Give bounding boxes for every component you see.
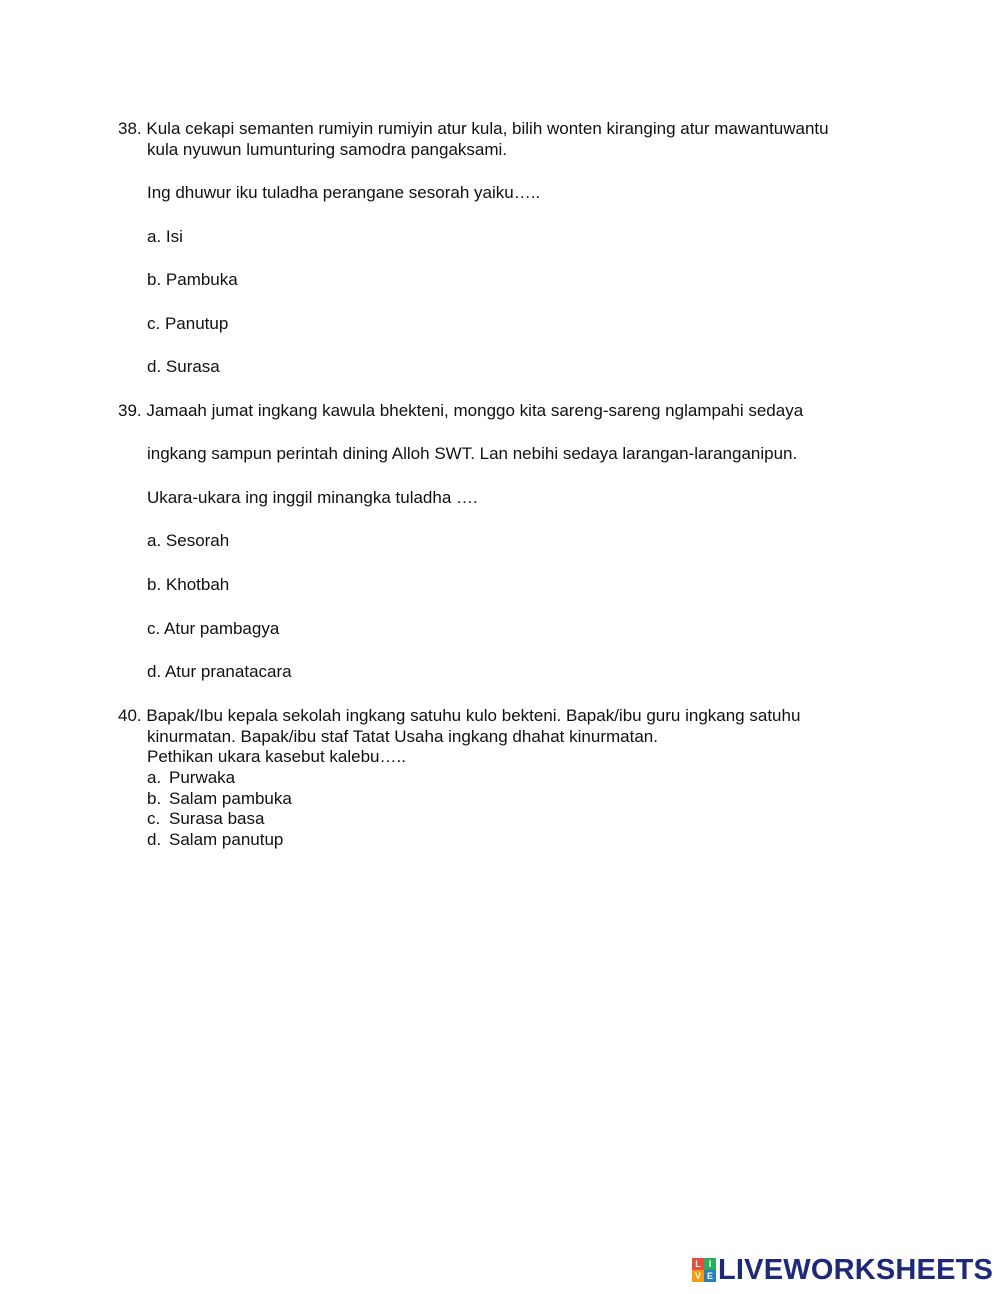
question-38-prompt: Ing dhuwur iku tuladha perangane sesorah yaiku….. [147,183,541,202]
option-label: Salam panutup [169,830,284,849]
question-number: 40. [118,706,142,725]
question-39-prompt: Ukara-ukara ing inggil minangka tuladha …. [147,488,478,507]
option-letter: a. [147,768,162,787]
logo-mark-letter: L [692,1258,704,1270]
question-38-option-a: a. Isi [147,227,183,246]
option-letter: c. [147,809,161,828]
question-text: Kula cekapi semanten rumiyin rumiyin atur kula, bilih wonten kiranging atur mawantuwantu [146,119,829,138]
question-39-option-b: b. Khotbah [147,575,230,594]
option-letter: d. [147,830,162,849]
question-40-option-d [147,830,283,850]
question-40-option-a [147,768,235,788]
question-39-option-d: d. Atur pranatacara [147,662,292,681]
question-39-option-a: a. Sesorah [147,531,230,550]
question-text: Jamaah jumat ingkang kawula bhekteni, monggo kita sareng-sareng nglampahi sedaya [146,401,804,420]
question-40-prompt: Pethikan ukara kasebut kalebu….. [147,747,406,766]
option-label: Purwaka [169,768,236,787]
question-38-option-c: c. Panutup [147,314,229,333]
question-39-line-2: ingkang sampun perintah dining Alloh SWT. Lan nebihi sedaya larangan-laranganipun. [147,444,798,463]
question-40-option-c [147,809,264,829]
option-label: Salam pambuka [169,789,292,808]
question-40-line-2: kinurmatan. Bapak/ibu staf Tatat Usaha ingkang dhahat kinurmatan. [147,727,658,746]
question-number: 39. [118,401,142,420]
option-letter: b. [147,789,162,808]
question-39-line-1 [118,401,803,421]
logo-mark-icon [692,1258,716,1282]
question-39-option-c: c. Atur pambagya [147,619,280,638]
question-38-line-2: kula nyuwun lumunturing samodra pangaksami. [147,140,508,159]
logo-mark-letter: E [704,1270,716,1282]
question-number: 38. [118,119,142,138]
logo-text: LIVEWORKSHEETS [718,1254,994,1286]
question-40-line-1 [118,706,800,726]
question-text: Bapak/Ibu kepala sekolah ingkang satuhu kulo bekteni. Bapak/ibu guru ingkang satuhu [146,706,801,725]
logo-mark-letter: V [692,1270,704,1282]
question-38-option-d: d. Surasa [147,357,220,376]
question-40-option-b [147,789,292,809]
logo-mark-letter: I [704,1258,716,1270]
question-38-option-b: b. Pambuka [147,270,238,289]
liveworksheets-logo [692,1256,993,1284]
option-label: Surasa basa [169,809,265,828]
question-38-line-1 [118,119,829,139]
